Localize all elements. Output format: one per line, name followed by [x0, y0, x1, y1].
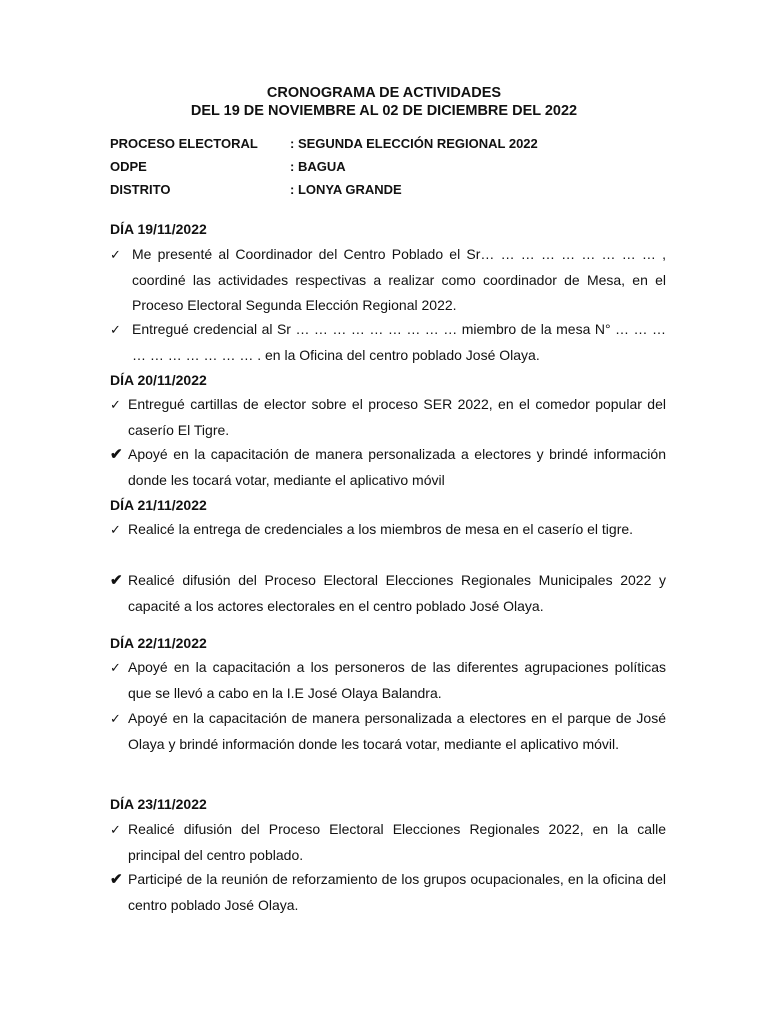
list-item-text: Me presenté al Coordinador del Centro Poblado el Sr… … … … … … … … … , coordiné las actividades respectivas a realizar como coordinador de Mesa, en el Proceso Electoral Segunda Elección Regional 2022.: [132, 246, 666, 313]
checkmark-icon: ✓: [110, 247, 121, 262]
list-item: [110, 517, 666, 543]
list-item-text: Realicé difusión del Proceso Electoral Elecciones Regionales 2022, en la calle principal del centro poblado.: [128, 821, 666, 863]
list-item-text: Participé de la reunión de reforzamiento de los grupos ocupacionales, en la oficina del centro poblado José Olaya.: [128, 871, 666, 913]
meta-label: PROCESO ELECTORAL: [110, 136, 258, 151]
list-item-text: Apoyé en la capacitación de manera personalizada a electores y brindé información donde les tocará votar, mediante el aplicativo móvil: [128, 446, 666, 488]
meta-value: : SEGUNDA ELECCIÓN REGIONAL 2022: [290, 136, 538, 151]
meta-row-distrito: [110, 180, 670, 203]
checkmark-icon: ✓: [110, 522, 121, 537]
meta-value: : LONYA GRANDE: [290, 182, 402, 197]
list-item: [110, 568, 666, 619]
checkmark-icon: ✓: [110, 322, 121, 337]
meta-block: [110, 134, 670, 203]
day-heading: DÍA 22/11/2022: [110, 635, 207, 651]
list-item-text: Realicé difusión del Proceso Electoral Elecciones Regionales Municipales 2022 y capacité a los actores electorales en el centro poblado José Olaya.: [128, 572, 666, 614]
day-heading: DÍA 19/11/2022: [110, 221, 207, 237]
meta-label: DISTRITO: [110, 182, 171, 197]
day-heading: DÍA 20/11/2022: [110, 372, 207, 388]
list-item: [110, 867, 666, 918]
checkmark-icon: ✓: [110, 711, 121, 726]
list-item: [110, 242, 666, 319]
checkmark-icon: ✓: [110, 822, 121, 837]
list-item: [110, 706, 666, 757]
checkmark-icon: ✓: [110, 397, 121, 412]
list-item-text: Entregué cartillas de elector sobre el proceso SER 2022, en el comedor popular del caserío El Tigre.: [128, 396, 666, 438]
list-item: [110, 392, 666, 443]
list-item-text: Realicé la entrega de credenciales a los miembros de mesa en el caserío el tigre.: [128, 521, 634, 537]
meta-row-odpe: [110, 157, 670, 180]
day-heading: DÍA 23/11/2022: [110, 796, 207, 812]
meta-value: : BAGUA: [290, 159, 346, 174]
checkmark-icon: ✓: [110, 660, 121, 675]
list-item: [110, 655, 666, 706]
list-item: [110, 817, 666, 868]
meta-row-proceso: [110, 134, 670, 157]
day-heading: DÍA 21/11/2022: [110, 497, 207, 513]
list-item-text: Entregué credencial al Sr … … … … … … … … … miembro de la mesa N° … … … … … … … … … … . en la Oficina del centro poblado José Olaya.: [132, 321, 666, 363]
list-item: [110, 442, 666, 493]
checkmark-icon: ✔: [110, 871, 123, 888]
meta-label: ODPE: [110, 159, 147, 174]
checkmark-icon: ✔: [110, 446, 123, 463]
document-subtitle: DEL 19 DE NOVIEMBRE AL 02 DE DICIEMBRE DEL 2022: [190, 103, 578, 119]
list-item-text: Apoyé en la capacitación a los personeros de las diferentes agrupaciones políticas que se llevó a cabo en la I.E José Olaya Balandra.: [128, 659, 666, 701]
checkmark-icon: ✔: [110, 572, 123, 589]
list-item-text: Apoyé en la capacitación de manera personalizada a electores en el parque de José Olaya y brindé información donde les tocará votar, mediante el aplicativo móvil.: [128, 710, 666, 752]
list-item: [110, 317, 666, 368]
document-title: CRONOGRAMA DE ACTIVIDADES: [266, 85, 502, 101]
